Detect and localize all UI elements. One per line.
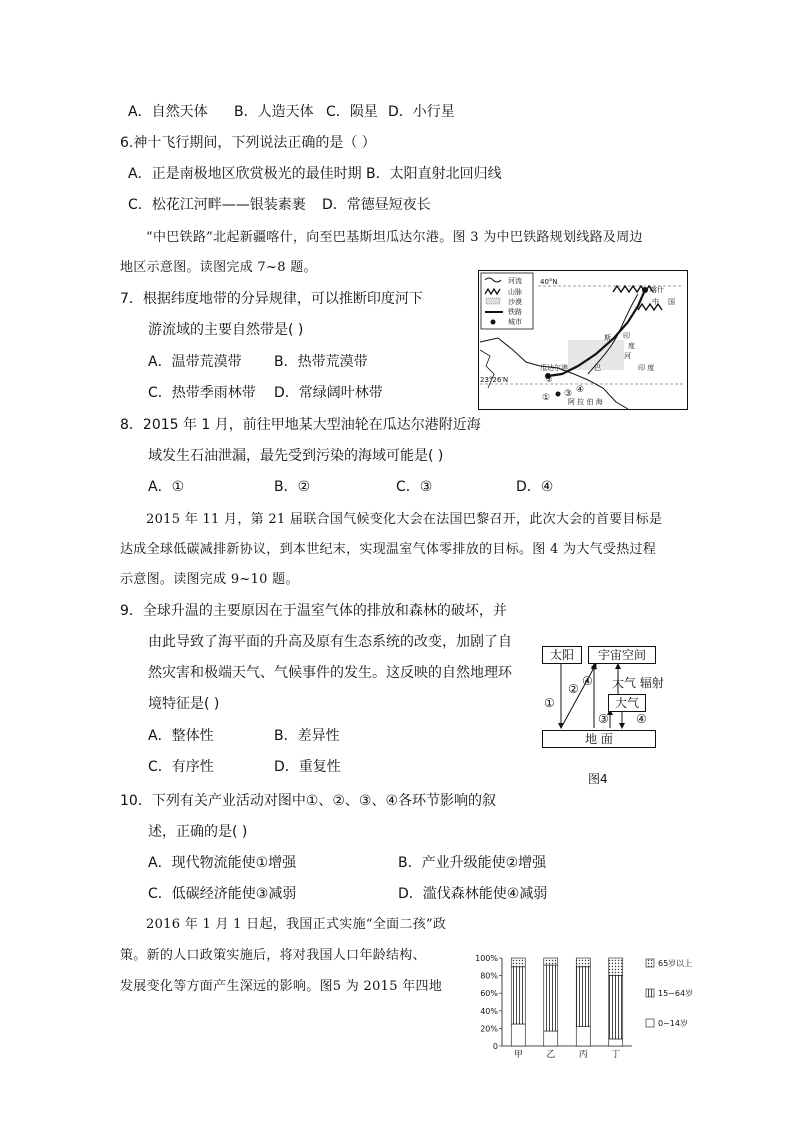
china-label-1: 中 xyxy=(652,298,659,306)
bar-segment xyxy=(609,976,623,1039)
pakistan-label-1: 巴 xyxy=(594,364,601,372)
atmosphere-heating-figure xyxy=(536,640,662,750)
q9-stem-line4: 境特征是( ) xyxy=(148,696,220,712)
legend-desert-icon xyxy=(486,298,500,304)
q6-option-c: C．松花江河畔——银装素裹 xyxy=(128,197,306,213)
y-tick-label: 0 xyxy=(492,1042,498,1051)
q9-stem-line2: 由此导致了海平面的升高及原有生态系统的改变，加剧了自 xyxy=(148,634,512,650)
q9-stem-line3: 然灾害和极端天气、气候事件的发生。这反映的自然地理环 xyxy=(148,665,512,681)
q5-option-c: C．陨星 xyxy=(326,104,378,120)
passage3-line1: 2016 年 1 月 1 日起，我国正式实施“全面二孩”政 xyxy=(146,917,447,932)
legend-swatch xyxy=(646,1019,654,1027)
bar-segment xyxy=(511,958,525,967)
passage2-line3: 示意图。读图完成 9~10 题。 xyxy=(120,572,299,587)
bar-segment xyxy=(544,965,558,1031)
q9-stem-line1: 9．全球升温的主要原因在于温室气体的排放和森林的破坏，并 xyxy=(120,603,507,619)
q8-option-d: D．④ xyxy=(516,479,554,495)
q10-stem-line2: 述，正确的是( ) xyxy=(148,824,248,840)
indus-label-2: 度 xyxy=(628,342,635,350)
category-label: 乙 xyxy=(546,1050,556,1060)
bar-segment xyxy=(609,1039,623,1046)
legend-swatch xyxy=(646,959,654,967)
atm-radiation-label: 大气 辐射 xyxy=(612,676,664,690)
marker-1: ① xyxy=(542,393,551,403)
india-label: 印 度 xyxy=(638,364,655,372)
fig4-label-3: ③ xyxy=(598,712,609,726)
q6-option-a: A．正是南极地区欣赏极光的最佳时期 xyxy=(128,166,362,182)
category-label: 甲 xyxy=(513,1050,523,1060)
q7-stem-line2: 游流域的主要自然带是( ) xyxy=(148,322,304,338)
q6-stem: 6.神十飞行期间，下列说法正确的是（ ） xyxy=(120,135,376,151)
y-tick-label: 80% xyxy=(480,971,498,981)
ground-box: 地 面 xyxy=(542,730,656,748)
bar-segment xyxy=(544,1031,558,1046)
gwadar-label: 瓜达尔港 xyxy=(540,364,568,372)
q7-option-c: C．热带季雨林带 xyxy=(148,385,256,401)
atmosphere-box: 大气 xyxy=(608,694,646,712)
q10-option-d: D．滥伐森林能使④减弱 xyxy=(398,886,548,902)
passage3-line3: 发展变化等方面产生深远的影响。图5 为 2015 年四地 xyxy=(120,979,443,994)
legend-railway-label: 铁路 xyxy=(508,308,522,316)
fig4-label-4b: ④ xyxy=(636,712,647,726)
bar-segment xyxy=(576,967,590,1027)
q7-option-d: D．常绿阔叶林带 xyxy=(274,385,383,401)
category-label: 丁 xyxy=(611,1050,621,1060)
legend-label: 65岁以上 xyxy=(658,959,693,968)
pakistan-label-2: 斯 xyxy=(604,334,611,342)
q8-option-a: A．① xyxy=(148,479,185,495)
category-label: 丙 xyxy=(578,1050,588,1060)
q7-option-b: B．热带荒漠带 xyxy=(274,354,368,370)
sun-box: 太阳 xyxy=(542,646,582,664)
population-age-chart xyxy=(470,950,710,1062)
q9-option-c: C．有序性 xyxy=(148,759,214,775)
q9-option-d: D．重复性 xyxy=(274,759,341,775)
ship-location-a xyxy=(556,392,561,397)
q5-option-a: A．自然天体 xyxy=(128,104,208,120)
river-label: 河 xyxy=(624,352,631,360)
legend-label: 15~64岁 xyxy=(658,989,694,998)
q8-stem-line1: 8．2015 年 1 月，前往甲地某大型油轮在瓜达尔港附近海 xyxy=(120,417,481,433)
fig4-caption: 图4 xyxy=(588,772,608,786)
marker-3: ③ xyxy=(564,389,573,399)
arabian-sea-label: 阿 拉 伯 海 xyxy=(568,398,603,406)
legend-swatch xyxy=(646,989,654,997)
passage1-line2: 地区示意图。读图完成 7~8 题。 xyxy=(120,260,317,275)
legend-mountain-label: 山脉 xyxy=(508,288,522,296)
legend-desert-label: 沙漠 xyxy=(508,298,522,306)
passage2-line1: 2015 年 11 月，第 21 届联合国气候变化大会在法国巴黎召开，此次大会的首要目标是 xyxy=(146,512,663,527)
lat-40-label: 40°N xyxy=(540,278,558,286)
q9-option-b: B．差异性 xyxy=(274,728,340,744)
kashgar-city xyxy=(642,287,648,293)
kashgar-label: 喀什 xyxy=(650,286,664,294)
y-tick-label: 60% xyxy=(480,989,498,999)
fig4-label-1: ① xyxy=(544,696,555,710)
passage1-line1: “中巴铁路”北起新疆喀什，向至巴基斯坦瓜达尔港。图 3 为中巴铁路规划线路及周边 xyxy=(146,230,643,245)
q6-option-b: B．太阳直射北回归线 xyxy=(366,166,502,182)
legend-river-label: 河流 xyxy=(508,277,522,285)
legend-city-label: 城市 xyxy=(508,318,522,326)
fig4-label-4a: ④ xyxy=(582,674,593,688)
railway-map-figure xyxy=(478,270,688,410)
passage2-line2: 达成全球低碳减排新协议，到本世纪末，实现温室气体零排放的目标。图 4 为大气受热过程 xyxy=(120,542,657,557)
bar-segment xyxy=(576,958,590,967)
q8-option-b: B．② xyxy=(274,479,311,495)
y-tick-label: 20% xyxy=(480,1024,498,1034)
bar-segment xyxy=(609,958,623,976)
q9-option-a: A．整体性 xyxy=(148,728,214,744)
q5-option-b: B．人造天体 xyxy=(234,104,314,120)
bar-segment xyxy=(511,967,525,1024)
space-box: 宇宙空间 xyxy=(588,646,656,664)
bar-segment xyxy=(576,1027,590,1046)
lat-tropic-label: 23°26′N xyxy=(480,376,509,384)
passage3-line2: 策。新的人口政策实施后，将对我国人口年龄结构、 xyxy=(120,948,426,963)
q8-stem-line2: 域发生石油泄漏，最先受到污染的海域可能是( ) xyxy=(148,448,444,464)
legend-label: 0~14岁 xyxy=(658,1019,688,1028)
q6-option-d: D．常德昼短夜长 xyxy=(322,197,431,213)
q8-option-c: C．③ xyxy=(396,479,433,495)
q10-option-a: A．现代物流能使①增强 xyxy=(148,855,297,871)
q10-option-c: C．低碳经济能使③减弱 xyxy=(148,886,297,902)
y-tick-label: 40% xyxy=(480,1006,498,1016)
indus-label-1: 印 xyxy=(623,332,630,340)
fig4-label-2: ② xyxy=(568,682,579,696)
legend-city-icon xyxy=(491,320,496,325)
marker-2: ② xyxy=(546,376,553,384)
china-label-2: 国 xyxy=(668,298,675,306)
y-tick-label: 100% xyxy=(475,954,498,963)
q10-stem-line1: 10．下列有关产业活动对图中①、②、③、④各环节影响的叙 xyxy=(120,793,497,809)
bar-segment xyxy=(544,958,558,965)
marker-4: ④ xyxy=(576,385,585,395)
q10-option-b: B．产业升级能使②增强 xyxy=(398,855,547,871)
q5-option-d: D．小行星 xyxy=(388,104,455,120)
q7-stem-line1: 7．根据纬度地带的分异规律，可以推断印度河下 xyxy=(120,291,423,307)
bar-segment xyxy=(511,1024,525,1046)
q7-option-a: A．温带荒漠带 xyxy=(148,354,242,370)
